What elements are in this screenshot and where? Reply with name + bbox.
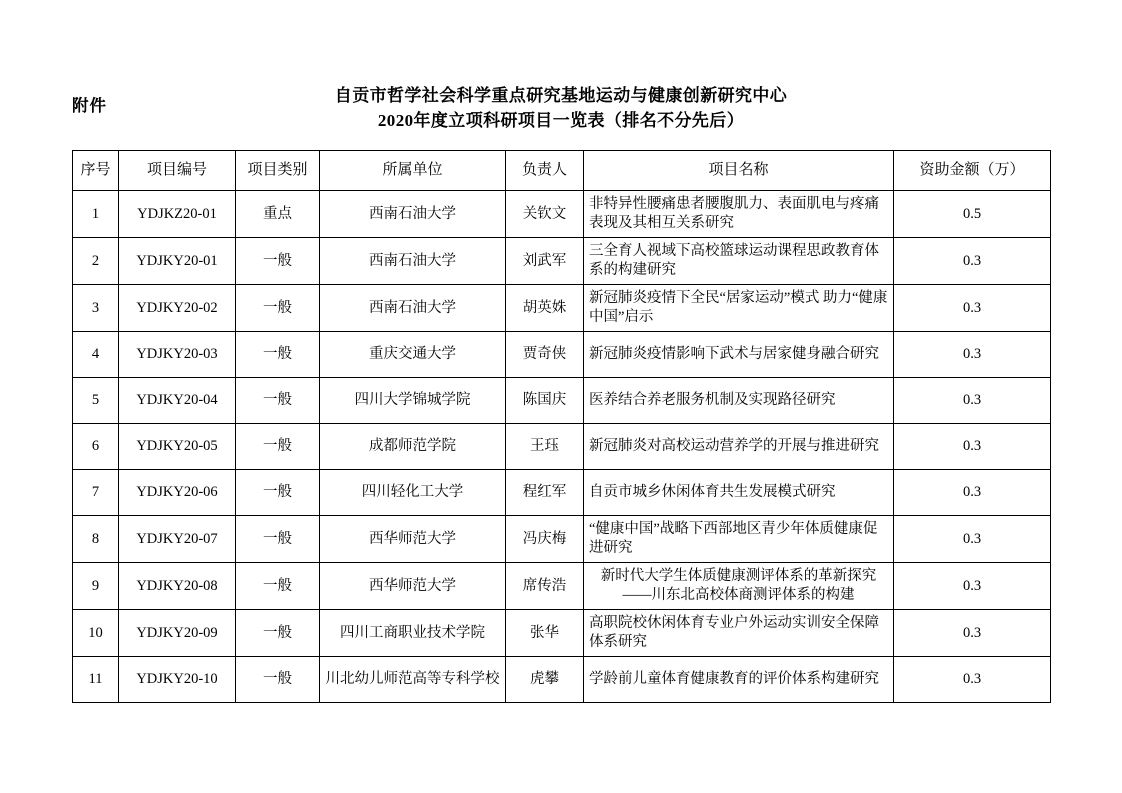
header-unit: 所属单位 — [320, 151, 506, 191]
cell-amount: 0.3 — [894, 470, 1051, 516]
cell-person: 张华 — [506, 610, 584, 657]
header-project-name: 项目名称 — [584, 151, 894, 191]
attachment-label: 附件 — [72, 96, 107, 115]
cell-unit: 重庆交通大学 — [320, 332, 506, 378]
cell-project-name: 医养结合养老服务机制及实现路径研究 — [584, 378, 894, 424]
cell-seq: 3 — [73, 285, 119, 332]
cell-category: 一般 — [236, 657, 320, 703]
cell-unit: 西华师范大学 — [320, 516, 506, 563]
table-body — [73, 191, 1051, 703]
document-header — [72, 84, 1050, 140]
cell-amount: 0.3 — [894, 285, 1051, 332]
cell-person: 关钦文 — [506, 191, 584, 238]
cell-person: 陈国庆 — [506, 378, 584, 424]
cell-unit: 四川大学锦城学院 — [320, 378, 506, 424]
cell-person: 王珏 — [506, 424, 584, 470]
header-amount: 资助金额（万） — [894, 151, 1051, 191]
cell-project-name: 新冠肺炎对高校运动营养学的开展与推进研究 — [584, 424, 894, 470]
cell-code: YDJKY20-10 — [119, 657, 236, 703]
cell-project-name: 非特异性腰痛患者腰腹肌力、表面肌电与疼痛表现及其相互关系研究 — [584, 191, 894, 238]
cell-category: 一般 — [236, 516, 320, 563]
cell-category: 一般 — [236, 332, 320, 378]
table-row — [73, 563, 1051, 610]
table-row — [73, 378, 1051, 424]
cell-seq: 10 — [73, 610, 119, 657]
document-title-line-1: 自贡市哲学社会科学重点研究基地运动与健康创新研究中心 — [334, 86, 788, 105]
cell-category: 一般 — [236, 378, 320, 424]
header-seq: 序号 — [73, 151, 119, 191]
cell-amount: 0.3 — [894, 332, 1051, 378]
cell-category: 一般 — [236, 424, 320, 470]
cell-project-name: “健康中国”战略下西部地区青少年体质健康促进研究 — [584, 516, 894, 563]
cell-category: 一般 — [236, 563, 320, 610]
cell-code: YDJKY20-02 — [119, 285, 236, 332]
cell-seq: 4 — [73, 332, 119, 378]
table-row — [73, 285, 1051, 332]
cell-person: 贾奇侠 — [506, 332, 584, 378]
cell-category: 一般 — [236, 238, 320, 285]
cell-unit: 西华师范大学 — [320, 563, 506, 610]
table-row — [73, 424, 1051, 470]
table-row — [73, 610, 1051, 657]
cell-seq: 8 — [73, 516, 119, 563]
table-row — [73, 516, 1051, 563]
cell-project-name: 新时代大学生体质健康测评体系的革新探究——川东北高校体商测评体系的构建 — [584, 563, 894, 610]
table-row — [73, 470, 1051, 516]
cell-category: 一般 — [236, 285, 320, 332]
cell-person: 冯庆梅 — [506, 516, 584, 563]
cell-project-name: 学龄前儿童体育健康教育的评价体系构建研究 — [584, 657, 894, 703]
header-category: 项目类别 — [236, 151, 320, 191]
cell-code: YDJKY20-08 — [119, 563, 236, 610]
cell-seq: 6 — [73, 424, 119, 470]
cell-amount: 0.3 — [894, 424, 1051, 470]
project-table — [72, 150, 1051, 703]
document-title-line-2: 2020年度立项科研项目一览表（排名不分先后） — [377, 111, 745, 130]
cell-project-name: 新冠肺炎疫情下全民“居家运动”模式 助力“健康中国”启示 — [584, 285, 894, 332]
cell-person: 虎攀 — [506, 657, 584, 703]
cell-amount: 0.3 — [894, 657, 1051, 703]
cell-unit: 成都师范学院 — [320, 424, 506, 470]
table-head — [73, 151, 1051, 191]
cell-code: YDJKY20-06 — [119, 470, 236, 516]
cell-code: YDJKY20-03 — [119, 332, 236, 378]
cell-seq: 1 — [73, 191, 119, 238]
cell-amount: 0.5 — [894, 191, 1051, 238]
table-header-row — [73, 151, 1051, 191]
cell-category: 一般 — [236, 470, 320, 516]
cell-amount: 0.3 — [894, 516, 1051, 563]
cell-seq: 7 — [73, 470, 119, 516]
cell-person: 席传浩 — [506, 563, 584, 610]
cell-unit: 四川工商职业技术学院 — [320, 610, 506, 657]
cell-project-name: 高职院校休闲体育专业户外运动实训安全保障体系研究 — [584, 610, 894, 657]
title-block — [72, 84, 1050, 134]
cell-amount: 0.3 — [894, 238, 1051, 285]
cell-code: YDJKY20-07 — [119, 516, 236, 563]
cell-unit: 西南石油大学 — [320, 238, 506, 285]
cell-seq: 11 — [73, 657, 119, 703]
cell-unit: 川北幼儿师范高等专科学校 — [320, 657, 506, 703]
cell-amount: 0.3 — [894, 378, 1051, 424]
cell-amount: 0.3 — [894, 563, 1051, 610]
table-row — [73, 191, 1051, 238]
cell-seq: 9 — [73, 563, 119, 610]
cell-code: YDJKY20-05 — [119, 424, 236, 470]
cell-person: 程红军 — [506, 470, 584, 516]
cell-project-name: 三全育人视域下高校篮球运动课程思政教育体系的构建研究 — [584, 238, 894, 285]
cell-unit: 西南石油大学 — [320, 285, 506, 332]
cell-person: 胡英姝 — [506, 285, 584, 332]
table-row — [73, 657, 1051, 703]
cell-unit: 西南石油大学 — [320, 191, 506, 238]
cell-unit: 四川轻化工大学 — [320, 470, 506, 516]
cell-project-name: 新冠肺炎疫情影响下武术与居家健身融合研究 — [584, 332, 894, 378]
table-row — [73, 238, 1051, 285]
header-code: 项目编号 — [119, 151, 236, 191]
cell-category: 重点 — [236, 191, 320, 238]
cell-code: YDJKY20-01 — [119, 238, 236, 285]
cell-amount: 0.3 — [894, 610, 1051, 657]
cell-project-name: 自贡市城乡休闲体育共生发展模式研究 — [584, 470, 894, 516]
cell-category: 一般 — [236, 610, 320, 657]
cell-seq: 2 — [73, 238, 119, 285]
cell-code: YDJKY20-04 — [119, 378, 236, 424]
header-person: 负责人 — [506, 151, 584, 191]
cell-person: 刘武军 — [506, 238, 584, 285]
cell-code: YDJKZ20-01 — [119, 191, 236, 238]
cell-code: YDJKY20-09 — [119, 610, 236, 657]
cell-seq: 5 — [73, 378, 119, 424]
table-row — [73, 332, 1051, 378]
